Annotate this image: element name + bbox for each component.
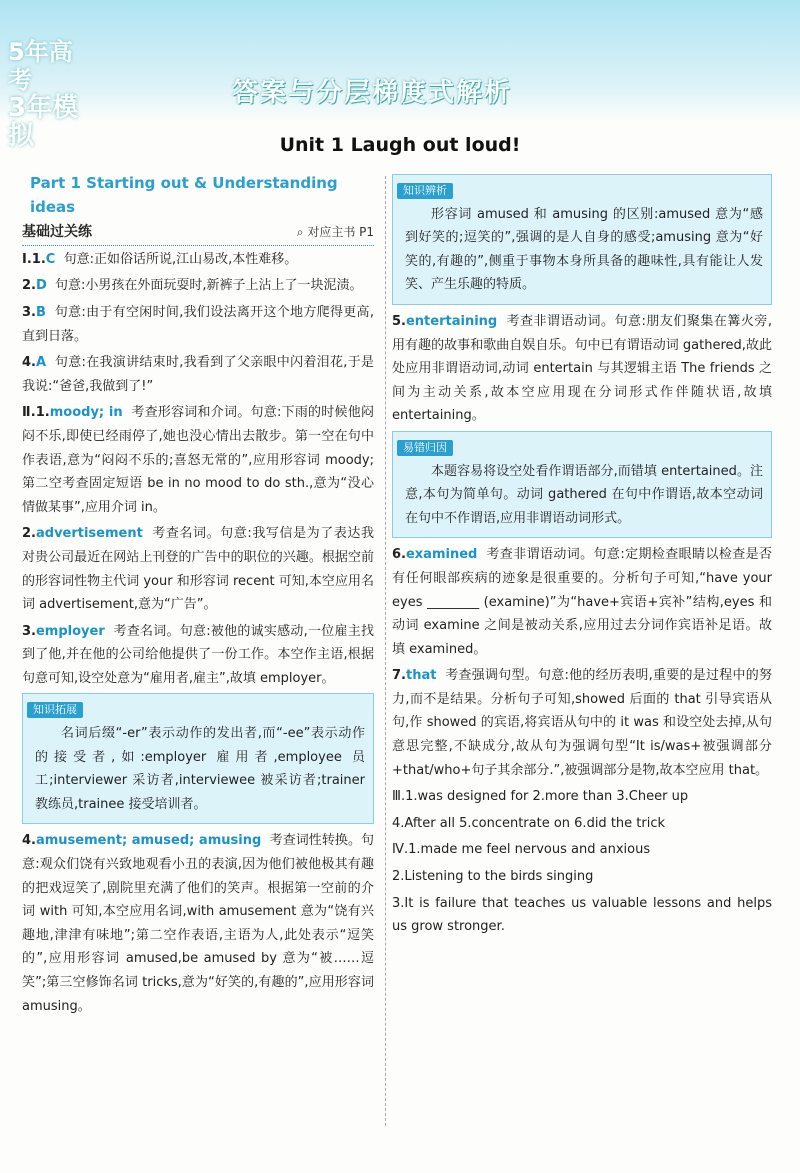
answer: examined — [405, 547, 478, 563]
box-text: 名词后缀“-er”表示动作的发出者,而“-ee”表示动作的接受者,如:employer 雇用者,employee 员工;interviewer 采访者,interviewee 被采访者;trainer 教练员,trainee 接受培训者。 — [35, 726, 365, 812]
answer-line: 4.After all 5.concentrate on 6.did the trick — [392, 815, 666, 831]
answer-item — [22, 620, 374, 691]
answer-item — [22, 248, 374, 272]
section-ref — [297, 221, 374, 245]
part-title: Part 1 Starting out & Understanding ideas — [30, 174, 338, 216]
explanation: 句意:在我演讲结束时,我看到了父亲眼中闪着泪花,于是我说:“爸爸,我做到了!” — [22, 355, 375, 394]
section-name: 基础过关练 — [22, 224, 92, 241]
book-logo — [8, 38, 92, 151]
answer: A — [35, 355, 47, 371]
answer: employer — [35, 623, 105, 639]
explanation: 考查非谓语动词。句意:朋友们聚集在篝火旁,用有趣的故事和歌曲自娱自乐。句中已有谓语动词 gathered,故此处应用非谓语动词,动词 entertain 与其逻辑主语 The friends 之间为主动关系,故本空应用现在分词形式作伴随状语,故填 entertaining。 — [392, 313, 772, 424]
explanation: 考查名词。句意:我写信是为了表达我对贵公司最近在网站上刊登的广告中的职位的兴趣。根据空前的形容词性物主代词 your 和形容词 recent 可知,本空应用名词 advertisement,意为“广告”。 — [22, 526, 374, 613]
explanation: 句意:由于有空闲时间,我们设法离开这个地方爬得更高,直到日落。 — [22, 304, 374, 344]
answer-item — [22, 351, 374, 398]
left-column — [22, 172, 374, 1021]
item-number: 4. — [22, 355, 36, 371]
answer-item — [22, 522, 374, 616]
answer-line: 2.Listening to the birds singing — [392, 869, 594, 885]
section-heading — [22, 221, 374, 246]
answer: moody; in — [49, 405, 123, 421]
search-icon: ⌕ — [296, 225, 304, 240]
logo-line1: 5年高考 — [8, 38, 73, 94]
knowledge-extension-box — [22, 693, 374, 824]
logo-line2: 3年模拟 — [8, 93, 79, 151]
answer-line: Ⅳ.1.made me feel nervous and anxious — [392, 842, 651, 858]
answer: amusement; amused; amusing — [35, 833, 262, 849]
answer-line: Ⅲ.1.was designed for 2.more than 3.Cheer up — [392, 789, 689, 805]
item-number: Ⅱ.1. — [22, 405, 50, 421]
explanation: 考查非谓语动词。句意:定期检查眼睛以检查是否有任何眼部疾病的迹象是很重要的。分析句子可知,“have your eyes ________ (examine)”为“have+宾语+宾补”结构,eyes 和动词 examine 之间是被动关系,应用过去分词作宾语补足语。故填 examined。 — [392, 547, 773, 657]
item-number: 2. — [22, 278, 36, 294]
knowledge-analysis-box — [392, 174, 772, 305]
box-tag: 易错归因 — [397, 440, 453, 456]
item-number: Ⅰ.1. — [22, 251, 46, 267]
answer: B — [35, 304, 46, 320]
error-cause-box — [392, 431, 772, 538]
answer-line: 3.It is failure that teaches us valuable lessons and helps us grow stronger. — [392, 895, 772, 935]
answer: advertisement — [35, 526, 143, 542]
explanation: 考查词性转换。句意:观众们饶有兴致地观看小丑的表演,因为他们被他极其有趣的把戏逗笑了,剧院里充满了他们的笑声。根据第一空前的介词 with 可知,本空应用名词,with amusement 意为“饶有兴趣地,津津有味地”;第二空作表语,主语为人,此处表示“逗笑的”,应用形容词 amused,be amused by 意为“被……逗笑”;第三空修饰名词 tricks,意为“好笑的,有趣的”,应用形容词 amusing。 — [22, 833, 374, 1014]
answer-item — [22, 401, 374, 519]
box-text: 形容词 amused 和 amusing 的区别:amused 意为“感到好笑的;逗笑的”,强调的是人自身的感受;amusing 意为“好笑的,有趣的”,侧重于事物本身所具备的趣味性,具有能让人发笑、产生乐趣的特质。 — [405, 206, 763, 293]
explanation: 句意:正如俗话所说,江山易改,本性难移。 — [63, 251, 298, 267]
item-number: 5. — [392, 313, 406, 329]
answer: C — [45, 251, 56, 267]
answer-item — [392, 543, 772, 661]
item-number: 3. — [22, 304, 36, 320]
answer: entertaining — [405, 313, 498, 329]
item-number: 7. — [392, 668, 406, 684]
box-tag: 知识拓展 — [27, 702, 83, 718]
section-ref-text: 对应主书 P1 — [307, 225, 374, 240]
item-number: 4. — [22, 833, 36, 849]
box-tag: 知识辨析 — [397, 183, 453, 199]
answer-item — [22, 829, 374, 1018]
explanation: 考查强调句型。句意:他的经历表明,重要的是过程中的努力,而不是结果。分析句子可知,showed 后面的 that 引导宾语从句,作 showed 的宾语,将宾语从句中的 it was 和设空处去掉,从句意思完整,不缺成分,故从句为强调句型“It is/was+被强调部分+that/who+句子其余部分.”,被强调部分是物,故本空应用 that。 — [392, 668, 773, 778]
item-number: 2. — [22, 526, 36, 542]
answer: that — [405, 668, 437, 684]
explanation: 句意:小男孩在外面玩耍时,新裤子上沾上了一块泥渍。 — [55, 278, 363, 294]
page-title: 答案与分层梯度式解析 — [232, 78, 513, 108]
unit-title: Unit 1 Laugh out loud! — [279, 134, 521, 156]
item-number: 3. — [22, 623, 36, 639]
answer-item — [22, 274, 374, 298]
answer-item — [392, 310, 772, 428]
explanation: 考查名词。句意:被他的诚实感动,一位雇主找到了他,并在他的公司给他提供了一份工作。本空作主语,根据句意可知,设空处意为“雇用者,雇主”,故填 employer。 — [22, 623, 374, 686]
right-column — [392, 172, 772, 942]
explanation: 考查形容词和介词。句意:下雨的时候他闷闷不乐,即使已经雨停了,她也没心情出去散步。第一空在句中作表语,意为“闷闷不乐的;喜怒无常的”,应用形容词 moody;第二空考查固定短语 be in no mood to do sth.,意为“没心情做某事”,应用介词 in。 — [22, 405, 375, 515]
box-text: 本题容易将设空处看作谓语部分,而错填 entertained。注意,本句为简单句。动词 gathered 在句中作谓语,故本空动词在句中不作谓语,应用非谓语动词形式。 — [405, 463, 763, 526]
answer: D — [35, 278, 47, 294]
item-number: 6. — [392, 547, 406, 563]
answer-item — [392, 664, 772, 782]
answer-item — [22, 301, 374, 348]
column-divider — [385, 176, 386, 1126]
